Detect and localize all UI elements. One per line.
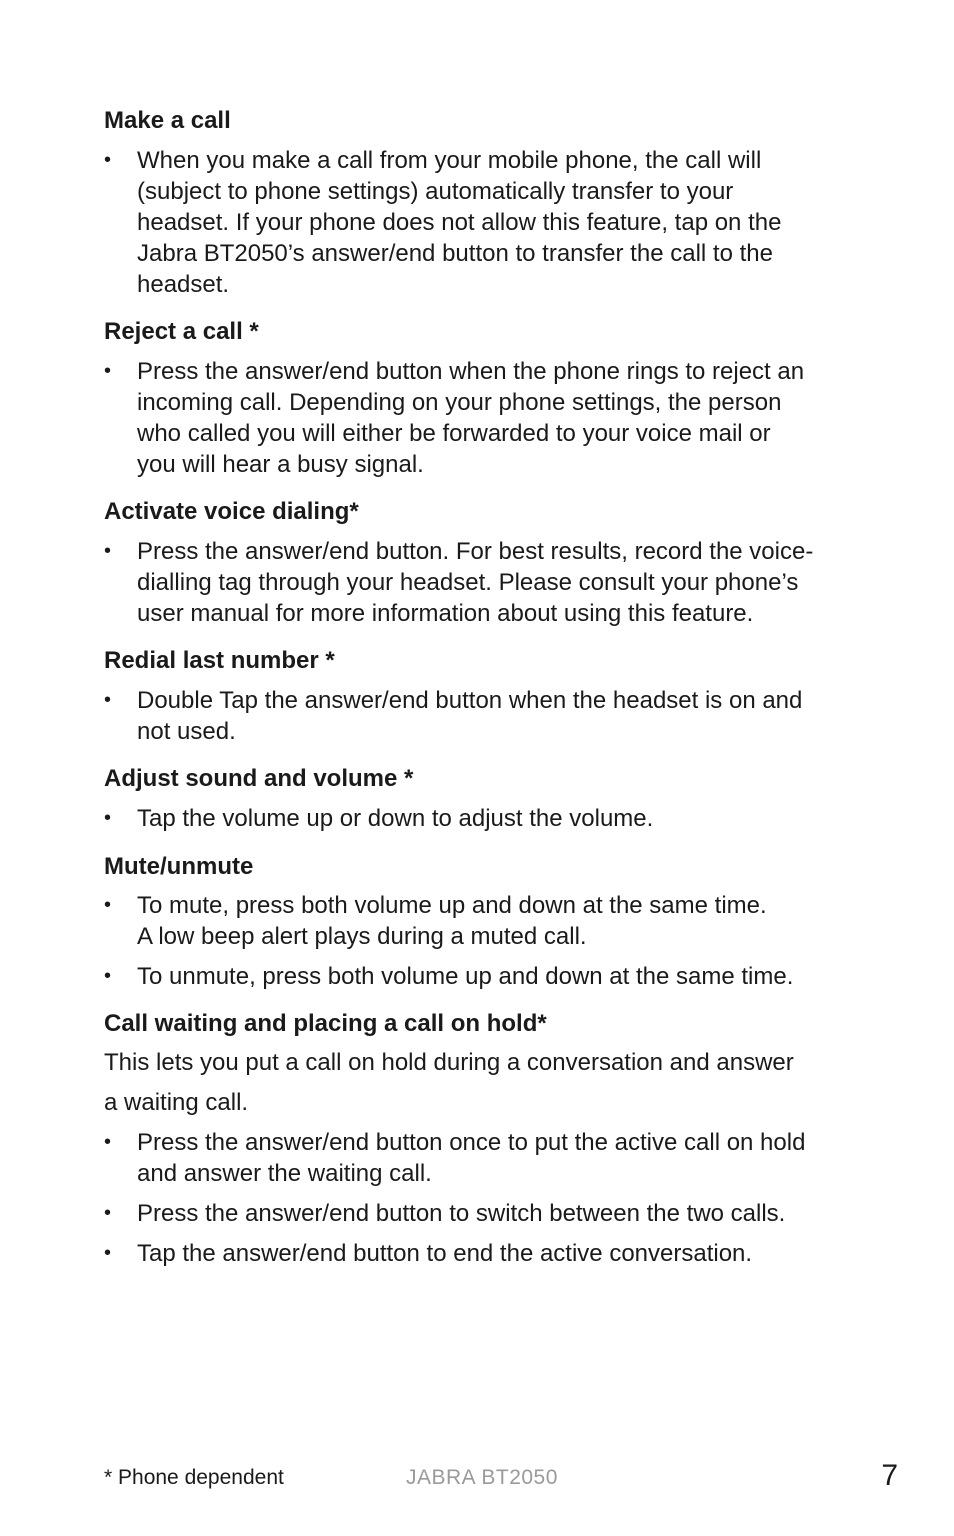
- text-line: user manual for more information about using this feature.: [137, 600, 754, 627]
- text-line: Press the answer/end button when the phone rings to reject an: [137, 358, 805, 385]
- section-heading-mute-unmute: Mute/unmute: [104, 853, 254, 880]
- text-line: To unmute, press both volume up and down at the same time.: [137, 963, 794, 990]
- section-heading-make-a-call: Make a call: [104, 107, 231, 134]
- bullet-text: [137, 1198, 864, 1229]
- bullet-marker: •: [104, 540, 112, 562]
- section-heading-adjust-sound-and-volume: Adjust sound and volume *: [104, 765, 414, 792]
- bullet-marker: •: [104, 1131, 112, 1153]
- text-line: A low beep alert plays during a muted call.: [137, 923, 587, 950]
- bullet-text: [137, 356, 864, 480]
- section-paragraph: [104, 1043, 864, 1123]
- text-line: headset.: [137, 271, 230, 298]
- text-line: incoming call. Depending on your phone settings, the person: [137, 389, 782, 416]
- text-line: When you make a call from your mobile phone, the call will: [137, 147, 762, 174]
- bullet-text: [137, 890, 864, 952]
- bullet-text: [137, 685, 864, 747]
- text-line: Double Tap the answer/end button when the headset is on and: [137, 687, 803, 714]
- text-line: This lets you put a call on hold during a conversation and answer: [104, 1049, 794, 1076]
- text-line: Press the answer/end button. For best results, record the voice-: [137, 538, 814, 565]
- text-line: Tap the volume up or down to adjust the volume.: [137, 805, 654, 832]
- section-heading-reject-a-call: Reject a call *: [104, 318, 259, 345]
- text-line: who called you will either be forwarded to your voice mail or: [137, 420, 771, 447]
- bullet-marker: •: [104, 360, 112, 382]
- text-line: Jabra BT2050’s answer/end button to transfer the call to the: [137, 240, 773, 267]
- text-line: dialling tag through your headset. Please consult your phone’s: [137, 569, 799, 596]
- section-heading-activate-voice-dialing: Activate voice dialing*: [104, 498, 359, 525]
- text-line: and answer the waiting call.: [137, 1160, 432, 1187]
- text-line: not used.: [137, 718, 236, 745]
- text-line: headset. If your phone does not allow this feature, tap on the: [137, 209, 782, 236]
- bullet-text: [137, 1127, 864, 1189]
- bullet-marker: •: [104, 689, 112, 711]
- text-line: Press the answer/end button once to put the active call on hold: [137, 1129, 806, 1156]
- bullet-marker: •: [104, 1242, 112, 1264]
- section-heading-call-waiting: Call waiting and placing a call on hold*: [104, 1010, 547, 1037]
- bullet-text: [137, 1238, 864, 1269]
- bullet-text: [137, 145, 864, 300]
- footnote: * Phone dependent: [104, 1466, 284, 1489]
- text-line: you will hear a busy signal.: [137, 451, 424, 478]
- text-line: Tap the answer/end button to end the active conversation.: [137, 1240, 753, 1267]
- page-number: 7: [881, 1459, 898, 1492]
- bullet-marker: •: [104, 1202, 112, 1224]
- text-line: (subject to phone settings) automatically transfer to your: [137, 178, 734, 205]
- text-line: To mute, press both volume up and down at the same time.: [137, 892, 767, 919]
- bullet-marker: •: [104, 965, 112, 987]
- bullet-marker: •: [104, 807, 112, 829]
- text-line: Press the answer/end button to switch between the two calls.: [137, 1200, 786, 1227]
- bullet-marker: •: [104, 894, 112, 916]
- text-line: a waiting call.: [104, 1089, 249, 1116]
- footer-brand: JABRA BT2050: [406, 1466, 558, 1489]
- section-heading-redial-last-number: Redial last number *: [104, 647, 335, 674]
- bullet-marker: •: [104, 149, 112, 171]
- bullet-text: [137, 961, 864, 992]
- bullet-text: [137, 803, 864, 834]
- bullet-text: [137, 536, 864, 629]
